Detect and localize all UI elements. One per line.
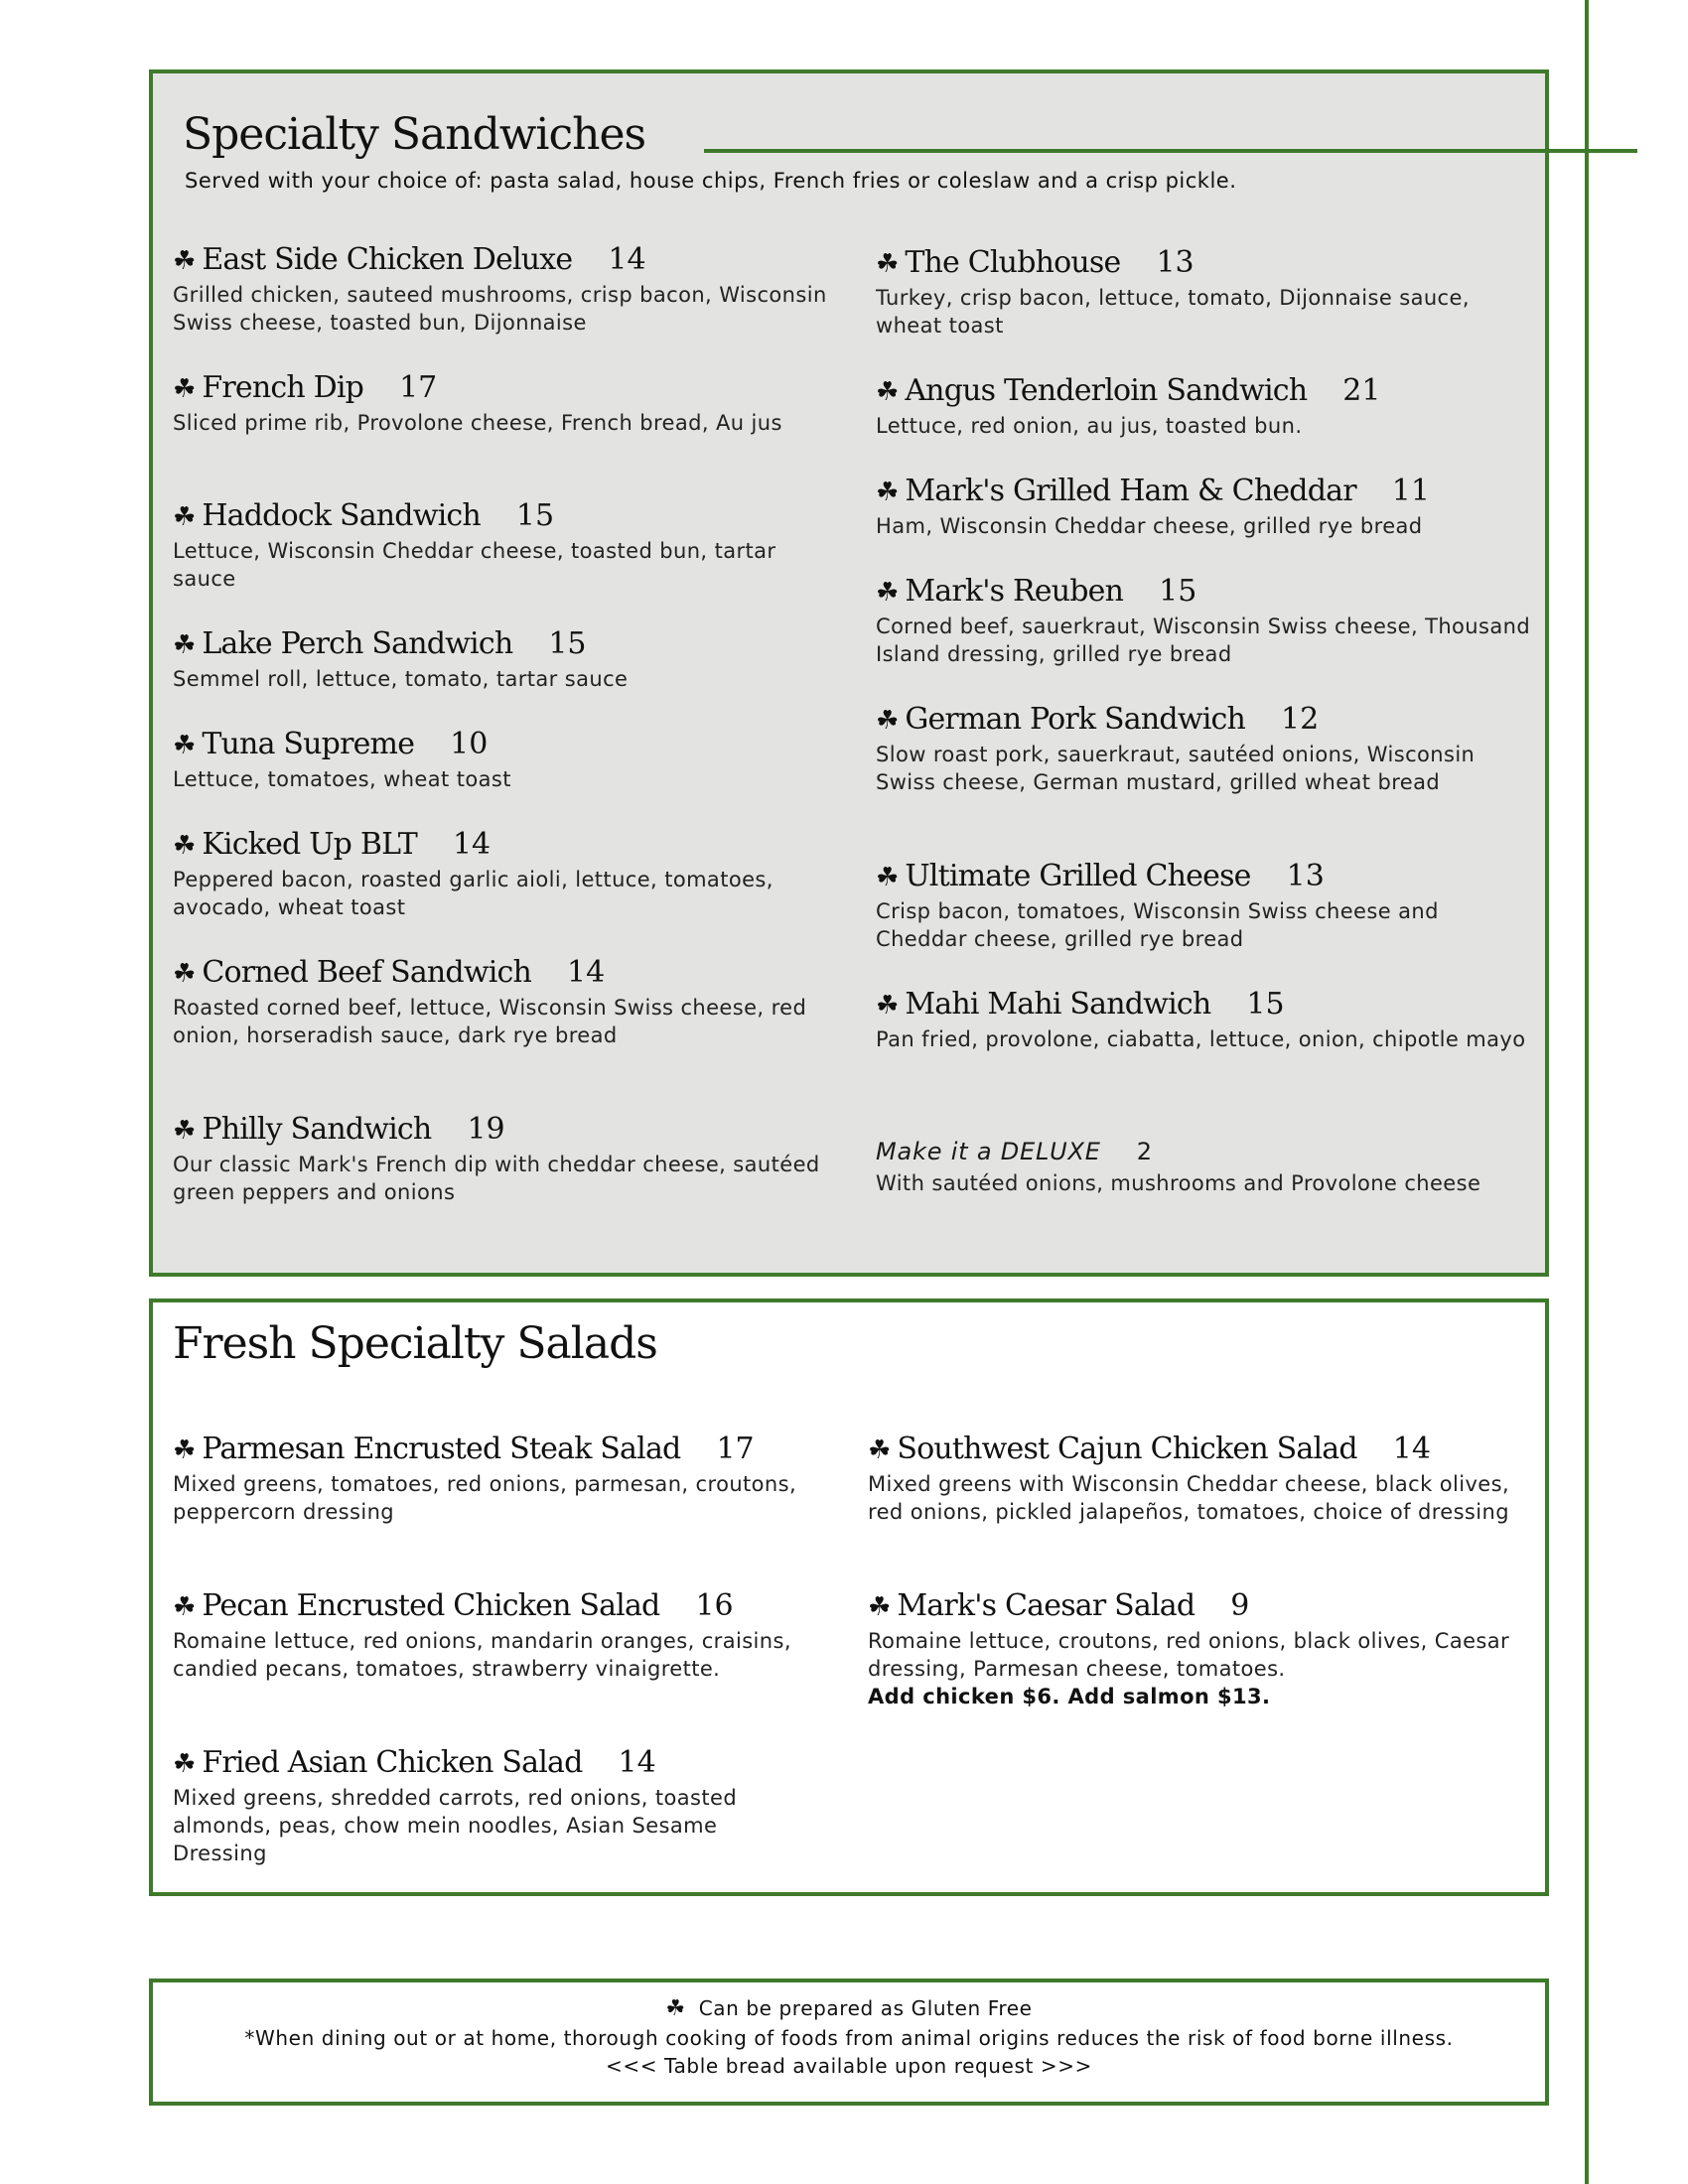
sandwiches-title: Specialty Sandwiches	[183, 109, 646, 160]
menu-item-description: Lettuce, Wisconsin Cheddar cheese, toasted bun, tartar sauce	[173, 539, 776, 591]
menu-item-header	[173, 1588, 818, 1623]
sandwiches-subtitle: Served with your choice of: pasta salad, house chips, French fries or coleslaw and a crisp pickle.	[185, 169, 1237, 193]
menu-item-price: 14	[567, 955, 606, 990]
shamrock-icon: ☘	[665, 1996, 686, 2021]
menu-item-header	[876, 574, 1531, 609]
menu-item	[876, 702, 1531, 796]
menu-item-description: Mixed greens, tomatoes, red onions, parmesan, croutons, peppercorn dressing	[173, 1472, 797, 1524]
menu-item-header	[173, 1745, 818, 1780]
menu-item	[173, 1588, 818, 1683]
menu-item-name: Mark's Reuben	[905, 574, 1124, 609]
menu-item-name: Southwest Cajun Chicken Salad	[897, 1432, 1357, 1466]
menu-item-description: Grilled chicken, sauteed mushrooms, crisp bacon, Wisconsin Swiss cheese, toasted bun, Dijonnaise	[173, 283, 827, 335]
menu-item-price: 15	[1246, 987, 1285, 1022]
menu-item-description: Our classic Mark's French dip with cheddar cheese, sautéed green peppers and onions	[173, 1153, 820, 1204]
menu-item-name: East Side Chicken Deluxe	[202, 242, 573, 277]
menu-item-name: Mark's Caesar Salad	[897, 1588, 1196, 1623]
menu-item	[173, 827, 838, 921]
menu-item	[868, 1432, 1533, 1526]
menu-item-price: 19	[467, 1112, 505, 1147]
menu-item-description: Roasted corned beef, lettuce, Wisconsin Swiss cheese, red onion, horseradish sauce, dark rye bread	[173, 996, 807, 1047]
menu-item	[173, 370, 838, 437]
shamrock-icon: ☘	[868, 1435, 892, 1465]
menu-item-header	[868, 1432, 1533, 1466]
menu-item-header	[173, 727, 838, 761]
menu-item-header	[876, 245, 1531, 280]
gluten-free-note	[153, 1996, 1545, 2021]
menu-item-price: 14	[1392, 1432, 1431, 1466]
shamrock-icon: ☘	[173, 246, 197, 276]
page-vertical-rule	[1585, 0, 1589, 2184]
menu-item-header	[876, 702, 1531, 737]
menu-item-price: 15	[548, 626, 587, 661]
menu-item-name: The Clubhouse	[905, 245, 1121, 280]
shamrock-icon: ☘	[173, 1435, 197, 1465]
menu-item	[876, 373, 1531, 440]
menu-item-name: Parmesan Encrusted Steak Salad	[202, 1432, 681, 1466]
menu-item-description: Semmel roll, lettuce, tomato, tartar sauce	[173, 667, 629, 691]
menu-item-description: Turkey, crisp bacon, lettuce, tomato, Dijonnaise sauce, wheat toast	[876, 286, 1470, 338]
menu-item-description: Lettuce, tomatoes, wheat toast	[173, 767, 511, 791]
menu-item	[876, 245, 1531, 340]
menu-item	[173, 1432, 818, 1526]
menu-item-description: Romaine lettuce, red onions, mandarin oranges, craisins, candied pecans, tomatoes, strawberry vinaigrette.	[173, 1629, 791, 1681]
shamrock-icon: ☘	[173, 1116, 197, 1146]
menu-item-price: 13	[1156, 245, 1195, 280]
menu-item-description: Pan fried, provolone, ciabatta, lettuce, onion, chipotle mayo	[876, 1027, 1526, 1051]
menu-item	[876, 987, 1531, 1053]
menu-item	[173, 626, 838, 693]
shamrock-icon: ☘	[876, 578, 900, 608]
menu-item-name: Mark's Grilled Ham & Cheddar	[905, 474, 1356, 508]
shamrock-icon: ☘	[173, 831, 197, 861]
shamrock-icon: ☘	[876, 706, 900, 736]
menu-item-name: Kicked Up BLT	[202, 827, 417, 862]
shamrock-icon: ☘	[173, 1749, 197, 1779]
menu-item-header	[173, 827, 838, 862]
menu-item-description: Mixed greens, shredded carrots, red onions, toasted almonds, peas, chow mein noodles, Asian Sesame Dressing	[173, 1786, 738, 1865]
menu-item-name: French Dip	[202, 370, 364, 405]
shamrock-icon: ☘	[173, 731, 197, 760]
salads-section	[149, 1298, 1549, 1896]
menu-item-name: Angus Tenderloin Sandwich	[905, 373, 1308, 408]
menu-item-header	[173, 955, 838, 990]
menu-item-description: Corned beef, sauerkraut, Wisconsin Swiss cheese, Thousand Island dressing, grilled rye bread	[876, 614, 1531, 666]
shamrock-icon: ☘	[876, 478, 900, 507]
shamrock-icon: ☘	[173, 959, 197, 989]
menu-item-header	[868, 1588, 1533, 1623]
shamrock-icon: ☘	[868, 1592, 892, 1622]
menu-item-price: 14	[618, 1745, 656, 1780]
menu-item-header	[173, 1432, 818, 1466]
menu-item-price: 16	[695, 1588, 734, 1623]
gluten-free-text: Can be prepared as Gluten Free	[698, 1996, 1033, 2020]
deluxe-option	[876, 1138, 1551, 1197]
menu-item	[876, 474, 1531, 540]
menu-item-price: 14	[452, 827, 492, 862]
title-rule	[704, 149, 1637, 153]
footer-notes	[149, 1979, 1549, 2106]
menu-item-price: 21	[1342, 373, 1381, 408]
menu-item-price: 15	[515, 498, 555, 533]
menu-item-addon: Add chicken $6. Add salmon $13.	[868, 1685, 1271, 1708]
menu-item-description: Lettuce, red onion, au jus, toasted bun.	[876, 414, 1303, 438]
menu-item-name: Ultimate Grilled Cheese	[905, 859, 1251, 893]
menu-item-header	[173, 626, 838, 661]
shamrock-icon: ☘	[876, 249, 900, 279]
menu-item-name: Tuna Supreme	[202, 727, 415, 761]
menu-item-header	[876, 859, 1531, 893]
shamrock-icon: ☘	[173, 630, 197, 660]
shamrock-icon: ☘	[876, 377, 900, 407]
menu-item-header	[173, 1112, 838, 1147]
shamrock-icon: ☘	[876, 991, 900, 1021]
menu-item-header	[876, 987, 1531, 1022]
menu-item	[173, 727, 838, 793]
menu-item	[173, 1745, 818, 1867]
menu-item	[173, 1112, 838, 1206]
menu-item-name: Corned Beef Sandwich	[202, 955, 532, 990]
menu-item-description: Crisp bacon, tomatoes, Wisconsin Swiss cheese and Cheddar cheese, grilled rye bread	[876, 899, 1439, 951]
menu-item	[876, 859, 1531, 953]
menu-item-price: 13	[1286, 859, 1325, 893]
menu-item	[868, 1588, 1533, 1710]
menu-item-price: 14	[608, 242, 646, 277]
menu-item	[876, 574, 1531, 668]
menu-item-description: Ham, Wisconsin Cheddar cheese, grilled rye bread	[876, 514, 1423, 538]
deluxe-price: 2	[1136, 1138, 1153, 1165]
menu-item-price: 17	[716, 1432, 755, 1466]
food-safety-warning: *When dining out or at home, thorough cooking of foods from animal origins reduces the risk of food borne illness.	[244, 2026, 1454, 2050]
shamrock-icon: ☘	[173, 374, 197, 404]
menu-item	[173, 498, 838, 593]
menu-item-header	[173, 498, 838, 533]
table-bread-note: <<< Table bread available upon request >>>	[606, 2054, 1092, 2078]
menu-item-price: 12	[1281, 702, 1320, 737]
menu-item-description: Sliced prime rib, Provolone cheese, French bread, Au jus	[173, 411, 782, 435]
menu-item-name: German Pork Sandwich	[905, 702, 1246, 737]
menu-item-name: Pecan Encrusted Chicken Salad	[202, 1588, 660, 1623]
menu-item-name: Mahi Mahi Sandwich	[905, 987, 1211, 1022]
menu-item-name: Lake Perch Sandwich	[202, 626, 513, 661]
menu-item-header	[876, 474, 1531, 508]
menu-item-description: Peppered bacon, roasted garlic aioli, lettuce, tomatoes, avocado, wheat toast	[173, 868, 774, 919]
salads-title: Fresh Specialty Salads	[173, 1318, 657, 1369]
shamrock-icon: ☘	[173, 1592, 197, 1622]
menu-item	[173, 955, 838, 1049]
shamrock-icon: ☘	[876, 863, 900, 892]
deluxe-name: Make it a DELUXE	[876, 1138, 1101, 1165]
menu-item	[173, 242, 838, 337]
menu-item-price: 11	[1391, 474, 1430, 508]
shamrock-icon: ☘	[173, 502, 197, 532]
menu-item-price: 10	[450, 727, 489, 761]
menu-item-header	[173, 370, 838, 405]
menu-item-price: 17	[399, 370, 438, 405]
menu-item-price: 9	[1230, 1588, 1250, 1623]
menu-item-name: Fried Asian Chicken Salad	[202, 1745, 583, 1780]
menu-item-description: Mixed greens with Wisconsin Cheddar cheese, black olives, red onions, pickled jalapeños, tomatoes, choice of dressing	[868, 1472, 1510, 1524]
menu-item-header	[876, 373, 1531, 408]
sandwiches-section	[149, 69, 1549, 1277]
deluxe-description: With sautéed onions, mushrooms and Provolone cheese	[876, 1171, 1481, 1195]
menu-item-description: Slow roast pork, sauerkraut, sautéed onions, Wisconsin Swiss cheese, German mustard, grilled wheat bread	[876, 743, 1476, 794]
menu-item-description: Romaine lettuce, croutons, red onions, black olives, Caesar dressing, Parmesan cheese, tomatoes.	[868, 1629, 1510, 1681]
menu-item-price: 15	[1159, 574, 1197, 609]
menu-item-header	[173, 242, 838, 277]
menu-item-name: Haddock Sandwich	[202, 498, 481, 533]
menu-item-name: Philly Sandwich	[202, 1112, 432, 1147]
